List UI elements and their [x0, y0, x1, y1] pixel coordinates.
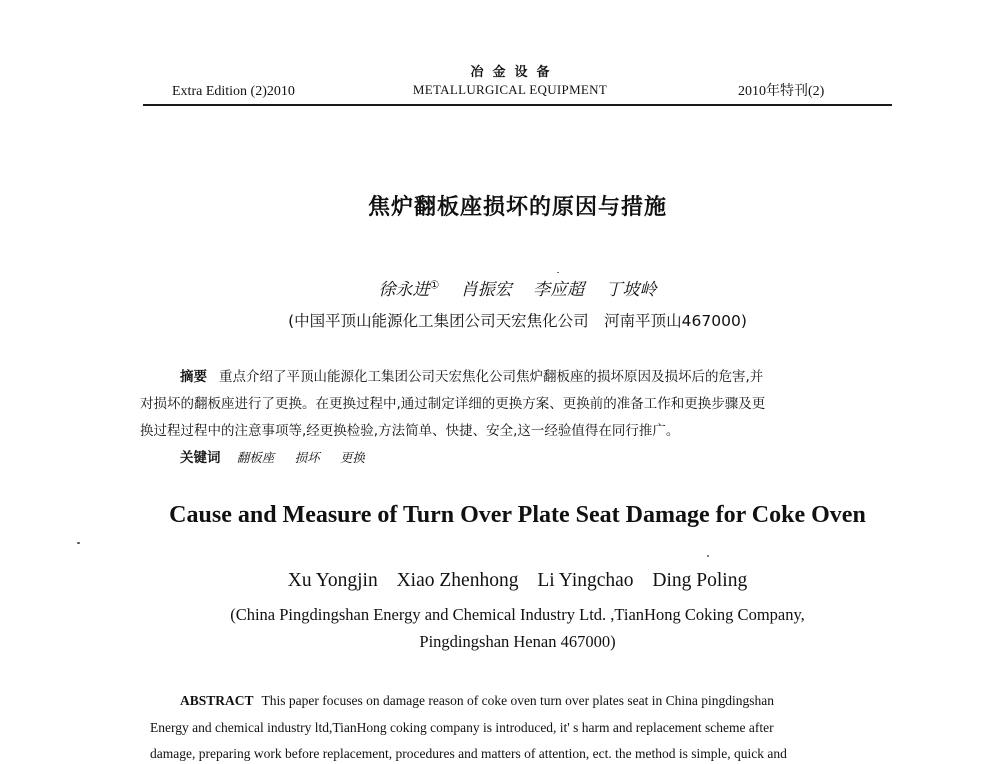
author-cn-1: 徐永进① [378, 278, 440, 300]
abstract-label-en: ABSTRACT [180, 693, 254, 708]
abstract-en-line-1: ABSTRACT This paper focuses on damage reason of coke oven turn over plates seat in China pingdingshan [180, 693, 775, 708]
author-en-4: Ding Poling [652, 570, 748, 591]
abstract-label-cn: 摘要 [180, 369, 207, 385]
abstract-en-line-2: Energy and chemical industry ltd,TianHong coking company is introduced, it' s harm and replacement scheme after [150, 720, 774, 735]
author-en-3: Li Yingchao [537, 570, 634, 591]
keyword-cn-1: 翻板座 [236, 450, 275, 465]
scan-speck [77, 542, 80, 544]
running-header-edition: Extra Edition (2)2010 [172, 84, 295, 99]
paper-title-en: Cause and Measure of Turn Over Plate Seat Damage for Coke Oven [169, 502, 866, 528]
header-rule [143, 104, 892, 106]
journal-name-en: METALLURGICAL EQUIPMENT [412, 82, 608, 97]
author-list-cn [150, 275, 885, 300]
scan-speck [557, 272, 559, 273]
journal-name-cn: 冶金设备 [470, 65, 559, 80]
author-note-mark: ① [429, 278, 440, 292]
keywords-cn [180, 447, 381, 469]
affiliation-en-line-2: Pingdingshan Henan 467000) [419, 632, 616, 651]
keyword-cn-3: 更换 [339, 450, 365, 465]
affiliation-en-line-1: (China Pingdingshan Energy and Chemical Industry Ltd. ,TianHong Coking Company, [230, 605, 805, 624]
abstract-cn-line-2: 对损坏的翻板座进行了更换。在更换过程中,通过制定详细的更换方案、更换前的准备工作和更换步骤及更 [140, 396, 766, 412]
keywords-label-cn: 关键词 [180, 450, 221, 466]
scan-speck [707, 555, 709, 557]
paper-title-cn: 焦炉翻板座损坏的原因与措施 [367, 195, 667, 220]
abstract-cn-line-3: 换过程过程中的注意事项等,经更换检验,方法简单、快捷、安全,这一经验值得在同行推广。 [140, 423, 680, 439]
affiliation-cn: (中国平顶山能源化工集团公司天宏焦化公司 河南平顶山467000) [288, 312, 747, 330]
author-en-2: Xiao Zhenhong [396, 570, 519, 591]
abstract-en-line-3: damage, preparing work before replacement, procedures and matters of attention, ect. the method is simple, quick and [150, 746, 787, 761]
running-header-issue: 2010年特刊(2) [738, 84, 825, 99]
running-header-journal [340, 64, 680, 98]
abstract-cn-line-1: 摘要 重点介绍了平顶山能源化工集团公司天宏焦化公司焦炉翻板座的损坏原因及损坏后的危害,并 [180, 369, 764, 385]
author-list-en [150, 570, 885, 592]
author-cn-4: 丁坡岭 [605, 280, 657, 300]
author-cn-2: 肖振宏 [460, 280, 512, 300]
keyword-cn-2: 损坏 [294, 450, 320, 465]
author-cn-3: 李应超 [533, 280, 585, 300]
author-en-1: Xu Yongjin [287, 570, 378, 591]
